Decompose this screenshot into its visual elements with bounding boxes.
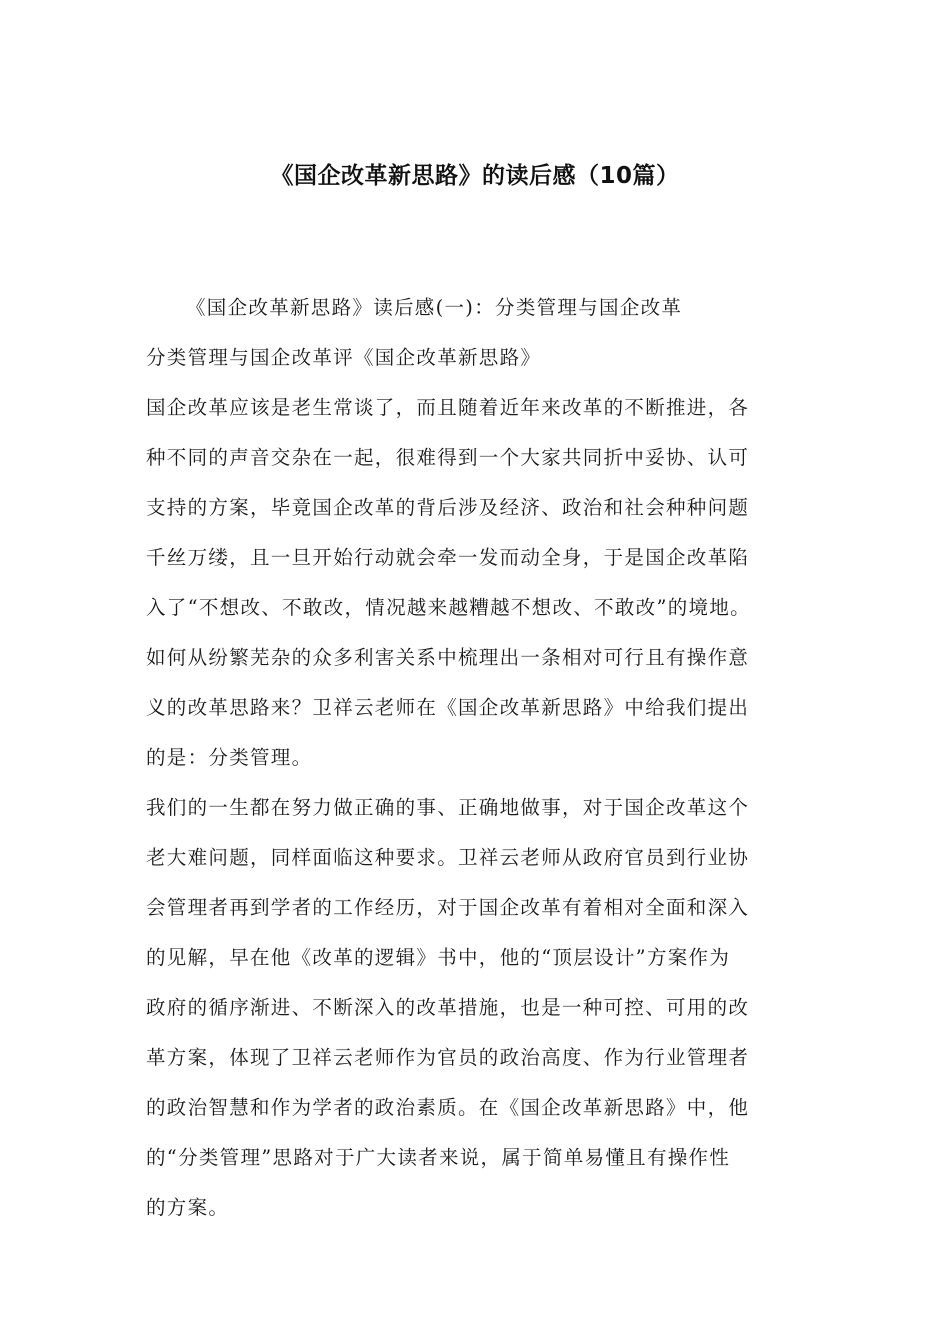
document-title: 《国企改革新思路》的读后感（10篇） [270, 163, 680, 189]
paragraph-line: 会管理者再到学者的工作经历，对于国企改革有着相对全面和深入 [146, 896, 750, 919]
paragraph-line: 种不同的声音交杂在一起，很难得到一个大家共同折中妥协、认可 [146, 446, 750, 469]
paragraph-line: 我们的一生都在努力做正确的事、正确地做事，对于国企改革这个 [146, 796, 750, 819]
paragraph-line: 的见解，早在他《改革的逻辑》书中，他的“顶层设计”方案作为 [146, 946, 731, 969]
paragraph-line: 的方案。 [146, 1196, 230, 1219]
paragraph-line: 的“分类管理”思路对于广大读者来说，属于简单易懂且有操作性 [146, 1146, 731, 1169]
paragraph-line: 入了“不想改、不敢改，情况越来越糟越不想改、不敢改”的境地。 [146, 596, 751, 619]
article-subtitle: 分类管理与国企改革评《国企改革新思路》 [146, 346, 542, 369]
paragraph-line: 政府的循序渐进、不断深入的改革措施，也是一种可控、可用的改 [146, 996, 750, 1019]
paragraph-line: 义的改革思路来？卫祥云老师在《国企改革新思路》中给我们提出 [146, 696, 750, 719]
paragraph-line: 的政治智慧和作为学者的政治素质。在《国企改革新思路》中，他 [146, 1096, 750, 1119]
paragraph-line: 支持的方案，毕竟国企改革的背后涉及经济、政治和社会种种问题 [146, 496, 750, 519]
paragraph-line: 的是：分类管理。 [146, 746, 313, 769]
paragraph-line: 革方案，体现了卫祥云老师作为官员的政治高度、作为行业管理者 [146, 1046, 750, 1069]
section-heading: 《国企改革新思路》读后感(一)：分类管理与国企改革 [186, 296, 683, 319]
paragraph-line: 国企改革应该是老生常谈了，而且随着近年来改革的不断推进，各 [146, 396, 750, 419]
paragraph-line: 如何从纷繁芜杂的众多利害关系中梳理出一条相对可行且有操作意 [146, 646, 750, 669]
document-body [146, 283, 816, 1233]
paragraph-line: 老大难问题，同样面临这种要求。卫祥云老师从政府官员到行业协 [146, 846, 750, 869]
paragraph-line: 千丝万缕，且一旦开始行动就会牵一发而动全身，于是国企改革陷 [146, 546, 750, 569]
